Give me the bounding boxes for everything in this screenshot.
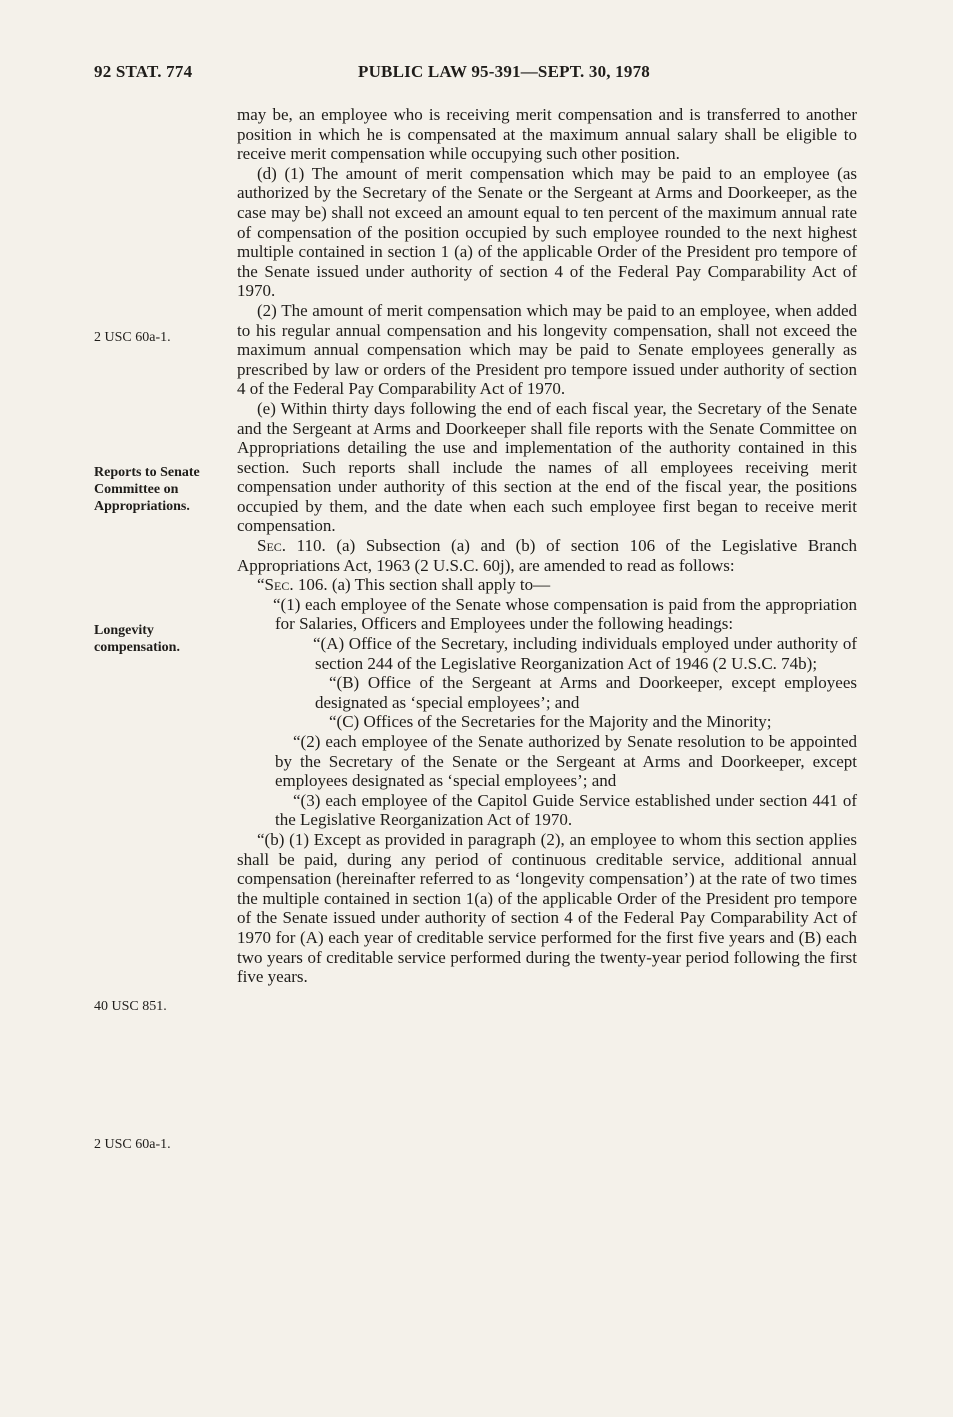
- margin-note-usc-2: 2 USC 60a-1.: [94, 1137, 171, 1152]
- statute-text: [237, 105, 857, 987]
- paragraph-d2: (2) The amount of merit compensation which may be paid to an employee, when added to his regular annual compensation and his longevity compensation, shall not exceed the maximum annual compensation which may be paid to Senate employees generally as prescribed by law or orders of the President pro tempore issued under authority of section 4 of the Federal Pay Comparability Act of 1970.: [237, 300, 857, 399]
- paragraph-d1: (d) (1) The amount of merit compensation which may be paid to an employee (as authorized by the Secretary of the Senate or the Sergeant at Arms and Doorkeeper, as the case may be) shall not exceed an amount equal to ten percent of the maximum annual rate of compensation of the position occupied by such employee rounded to the next highest multiple contained in section 1 (a) of the applicable Order of the President pro tempore of the Senate issued under authority of section 4 of the Federal Pay Comparability Act of 1970.: [237, 163, 857, 301]
- clause-1: “(1) each employee of the Senate whose compensation is paid from the appropriation for Salaries, Officers and Employees under the following headings:: [273, 594, 857, 634]
- margin-note-longevity: Longevity compensation.: [94, 623, 180, 655]
- margin-note-40usc: 40 USC 851.: [94, 999, 167, 1014]
- paragraph-e: (e) Within thirty days following the end of each fiscal year, the Secretary of the Senate and the Sergeant at Arms and Doorkeeper shall file reports with the Senate Committee on Appropriations detailing the use and implementation of the authority contained in this section. Such reports shall include the names of all employees receiving merit compensation under authority of this section at the end of the fiscal year, the positions occupied by them, and the date when each such employee first began to receive merit compensation.: [237, 398, 857, 536]
- public-law-title: PUBLIC LAW 95-391—SEPT. 30, 1978: [358, 62, 650, 81]
- sec-quote-label: “Sec.: [257, 575, 294, 595]
- section-110-text: 110. (a) Subsection (a) and (b) of section 106 of the Legislative Branch Appropriations Act, 1963 (2 U.S.C. 60j), are amended to read as follows:: [237, 536, 858, 575]
- clause-a: “(A) Office of the Secretary, including individuals employed under authority of section 244 of the Legislative Reorganization Act of 1946 (2 U.S.C. 74b);: [313, 634, 857, 673]
- section-106-text: 106. (a) This section shall apply to—: [297, 575, 551, 595]
- clause-3: “(3) each employee of the Capitol Guide Service established under section 441 of the Legislative Reorganization Act of 1970.: [275, 790, 857, 830]
- clause-b: “(B) Office of the Sergeant at Arms and Doorkeeper, except employees designated as ‘special employees’; and: [315, 673, 857, 712]
- paragraph-b1: “(b) (1) Except as provided in paragraph (2), an employee to whom this section applies shall be paid, during any period of continuous creditable service, additional annual compensation (hereinafter referred to as ‘longevity compensation’) at the rate of two times the multiple contained in section 1(a) of the applicable Order of the President pro tempore of the Senate issued under authority of section 4 of the Federal Pay Comparability Act of 1970 for (A) each year of creditable service performed for the first five years and (B) each two years of creditable service performed during the twenty-year period following the first five years.: [237, 829, 857, 987]
- section-106: [237, 575, 857, 595]
- paragraph: may be, an employee who is receiving merit compensation and is transferred to another position in which he is compensated at the maximum annual salary shall be eligible to receive merit compensation while occupying such other position.: [237, 105, 857, 164]
- margin-note-reports: Reports to Senate Committee on Appropriations.: [94, 465, 200, 514]
- sec-label: Sec.: [257, 536, 287, 556]
- section-110: [237, 536, 857, 575]
- margin-note-usc: 2 USC 60a-1.: [94, 330, 171, 345]
- stat-citation: 92 STAT. 774: [94, 62, 193, 81]
- clause-2: “(2) each employee of the Senate authorized by Senate resolution to be appointed by the Secretary of the Senate or the Sergeant at Arms and Doorkeeper, except employees designated as ‘special employees’; and: [275, 732, 857, 791]
- clause-c: “(C) Offices of the Secretaries for the Majority and the Minority;: [329, 712, 772, 732]
- page-header: [94, 62, 857, 86]
